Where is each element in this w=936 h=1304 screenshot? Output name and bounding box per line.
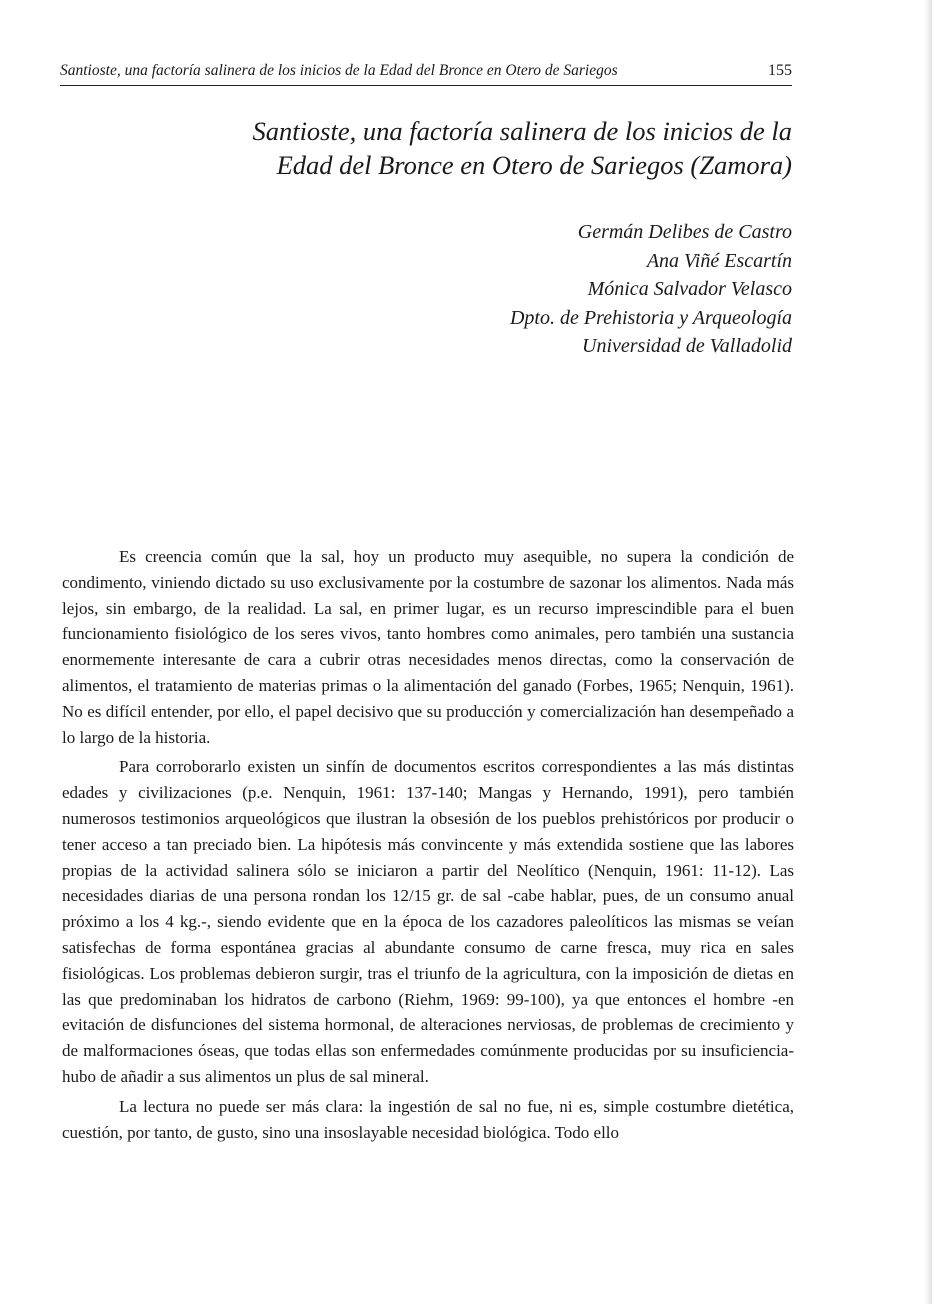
page-number: 155	[768, 62, 792, 79]
body-paragraph: La lectura no puede ser más clara: la ingestión de sal no fue, ni es, simple costumbre dietética, cuestión, por tanto, de gusto, sino una insoslayable necesidad biológica. Todo ello	[62, 1096, 794, 1142]
author-name: Germán Delibes de Castro	[577, 221, 792, 243]
title-line-2: Edad del Bronce en Otero de Sariegos (Zamora)	[276, 150, 792, 180]
author-department: Dpto. de Prehistoria y Arqueología	[509, 306, 792, 329]
running-title: Santioste, una factoría salinera de los inicios de la Edad del Bronce en Otero de Sariegos	[60, 62, 618, 79]
scan-page-edge	[924, 0, 932, 1304]
author-name: Mónica Salvador Velasco	[587, 278, 792, 300]
title-line-1: Santioste, una factoría salinera de los inicios de la	[252, 116, 792, 146]
author-name: Ana Viñé Escartín	[646, 249, 792, 272]
article-body	[62, 544, 794, 1149]
running-header	[60, 62, 792, 86]
author-university: Universidad de Valladolid	[582, 335, 792, 357]
body-paragraph: Es creencia común que la sal, hoy un producto muy asequible, no supera la condición de condimento, viniendo dictado su uso exclusivamente por la costumbre de sazonar los alimentos. Nada más lejos, sin embargo, de la realidad. La sal, en primer lugar, es un recurso imprescindible para el buen funcionamiento fisiológico de los seres vivos, tanto hombres como animales, pero también una sustancia enormemente interesante de cara a cubrir otras necesidades menos directas, como la conservación de alimentos, el tratamiento de materias primas o la alimentación del ganado (Forbes, 1965; Nenquin, 1961). No es difícil entender, por ello, el papel decisivo que su producción y comercialización han desempeñado a lo largo de la historia.	[62, 547, 794, 747]
article-title	[152, 114, 792, 182]
body-paragraph: Para corroborarlo existen un sinfín de documentos escritos correspondientes a las más distintas edades y civilizaciones (p.e. Nenquin, 1961: 137-140; Mangas y Hernando, 1991), pero también numerosos testimonios arqueológicos que ilustran la obsesión de los pueblos prehistóricos por producir o tener acceso a tan preciado bien. La hipótesis más convincente y más extendida sostiene que las labores propias de la actividad salinera sólo se iniciaron a partir del Neolítico (Nenquin, 1961: 11-12). Las necesidades diarias de una persona rondan los 12/15 gr. de sal -cabe hablar, pues, de un consumo anual próximo a los 4 kg.-, siendo evidente que en la época de los cazadores paleolíticos las mismas se veían satisfechas de forma espontánea gracias al abundante consumo de carne fresca, muy rica en sales fisiológicas. Los problemas debieron surgir, tras el triunfo de la agricultura, con la imposición de dietas en las que predominaban los hidratos de carbono (Riehm, 1969: 99-100), ya que entonces el hombre -en evitación de disfunciones del sistema hormonal, de alteraciones nerviosas, de problemas de crecimiento y de malformaciones óseas, que todas ellas son enfermedades comúnmente producidas por su insuficiencia- hubo de añadir a sus alimentos un plus de sal mineral.	[62, 757, 794, 1086]
author-block	[510, 218, 792, 361]
